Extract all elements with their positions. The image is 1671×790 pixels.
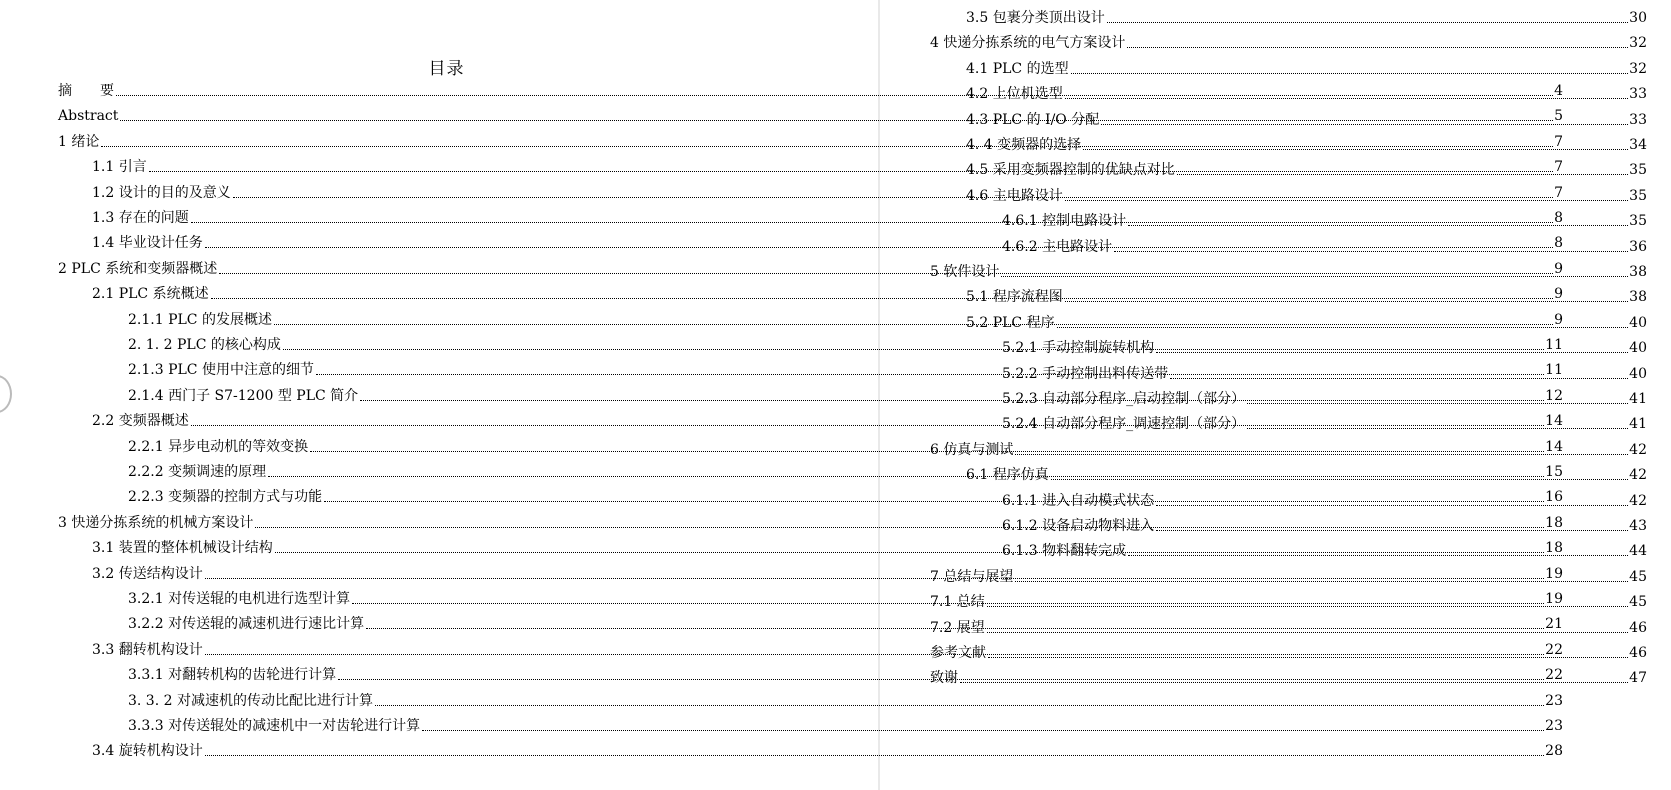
toc-entry-page-number: 8 <box>1554 235 1563 252</box>
toc-entry-label: 5.2.2 手动控制出料传送带 <box>1002 365 1169 382</box>
toc-entry-page-number: 45 <box>1629 568 1647 585</box>
toc-entry-label: 3.1 装置的整体机械设计结构 <box>92 540 273 557</box>
toc-entry[interactable] <box>128 709 1563 735</box>
toc-entry[interactable] <box>930 611 1647 637</box>
toc-entry-page-number: 4 <box>1554 83 1563 99</box>
toc-leader-dots <box>1101 124 1628 125</box>
toc-entry[interactable] <box>930 560 1647 586</box>
toc-entry-label: 2.1.3 PLC 使用中注意的细节 <box>128 362 314 379</box>
toc-leader-dots <box>422 730 1544 731</box>
toc-entry-page-number: 14 <box>1545 438 1563 455</box>
toc-entry-label: 5.2.1 手动控制旋转机构 <box>1002 340 1155 357</box>
toc-entry-label: 2.1 PLC 系统概述 <box>92 286 209 303</box>
toc-entry-label: 4.6.2 主电路设计 <box>1002 238 1113 255</box>
toc-entry[interactable] <box>1002 509 1647 535</box>
toc-entry-label: 6.1 程序仿真 <box>966 467 1049 484</box>
toc-leader-dots <box>1065 200 1628 201</box>
toc-entry[interactable] <box>930 433 1647 459</box>
toc-leader-dots <box>375 705 1544 706</box>
toc-entry[interactable] <box>930 661 1647 687</box>
toc-entry-label: 2. 1. 2 PLC 的核心构成 <box>128 337 281 353</box>
toc-entry[interactable] <box>966 52 1647 78</box>
toc-entry-page-number: 42 <box>1629 467 1647 484</box>
toc-entry[interactable] <box>966 77 1647 103</box>
toc-leader-dots <box>1107 22 1628 23</box>
toc-entry-page-number: 23 <box>1545 718 1563 734</box>
toc-entry-label: 4.5 采用变频器控制的优缺点对比 <box>966 162 1175 179</box>
toc-entry-label: 6.1.2 设备启动物料进入 <box>1002 518 1155 534</box>
toc-leader-dots <box>1051 479 1628 480</box>
toc-entry-label: 6 仿真与测试 <box>930 441 1014 458</box>
toc-entry-page-number: 15 <box>1545 464 1563 480</box>
toc-entry-label: 3. 3. 2 对减速机的传动比配比进行计算 <box>128 692 373 709</box>
toc-entry-page-number: 22 <box>1545 641 1563 658</box>
toc-entry-page-number: 41 <box>1629 391 1647 407</box>
toc-entry[interactable] <box>128 684 1563 710</box>
toc-entry[interactable] <box>1002 407 1647 433</box>
toc-entry-page-number: 45 <box>1629 594 1647 611</box>
toc-entry-page-number: 32 <box>1629 35 1647 52</box>
toc-entry-page-number: 18 <box>1545 540 1563 557</box>
toc-entry-label: 5 软件设计 <box>930 264 1000 280</box>
toc-entry-label: 3.2 传送结构设计 <box>92 565 203 582</box>
toc-leader-dots <box>205 755 1544 756</box>
toc-entry-page-number: 9 <box>1554 286 1563 303</box>
toc-leader-dots <box>1247 403 1628 404</box>
toc-entry-page-number: 21 <box>1545 616 1563 633</box>
toc-entry[interactable] <box>930 26 1647 52</box>
toc-entry-label: 4.1 PLC 的选型 <box>966 60 1069 77</box>
toc-entry-page-number: 12 <box>1545 387 1563 404</box>
toc-entry[interactable] <box>1002 382 1647 408</box>
toc-entry-label: 2.2.2 变频调速的原理 <box>128 464 267 480</box>
toc-entry-page-number: 40 <box>1629 340 1647 357</box>
toc-leader-dots <box>1001 276 1628 277</box>
toc-entry[interactable] <box>92 734 1563 760</box>
toc-entry-label: 3.3 翻转机构设计 <box>92 641 203 658</box>
toc-entry-label: 4.3 PLC 的 I/O 分配 <box>966 111 1100 128</box>
toc-entry[interactable] <box>966 280 1647 306</box>
toc-entry[interactable] <box>966 128 1647 154</box>
toc-entry-label: 2.2.3 变频器的控制方式与功能 <box>128 489 323 506</box>
toc-entry-page-number: 18 <box>1545 514 1563 531</box>
toc-entry-label: 4.2 上位机选型 <box>966 86 1063 103</box>
toc-entry-page-number: 8 <box>1554 210 1563 226</box>
toc-leader-dots <box>1015 581 1628 582</box>
toc-entry-page-number: 9 <box>1554 311 1563 328</box>
toc-leader-dots <box>988 657 1628 658</box>
toc-entry-label: 3.5 包裹分类顶出设计 <box>966 10 1105 26</box>
toc-entry[interactable] <box>1002 230 1647 256</box>
toc-entry[interactable] <box>1002 534 1647 560</box>
toc-entry-page-number: 43 <box>1629 518 1647 534</box>
toc-leader-dots <box>1156 352 1628 353</box>
toc-entry-page-number: 36 <box>1629 238 1647 255</box>
toc-leader-dots <box>1127 47 1628 48</box>
toc-entry[interactable] <box>1002 357 1647 383</box>
toc-entry-page-number: 33 <box>1629 111 1647 128</box>
toc-entry-label: 7 总结与展望 <box>930 568 1014 585</box>
toc-entry-label: 4 快递分拣系统的电气方案设计 <box>930 35 1126 52</box>
toc-leader-dots <box>987 632 1628 633</box>
toc-entry-page-number: 33 <box>1629 86 1647 103</box>
toc-entry-page-number: 44 <box>1629 543 1647 560</box>
toc-entry-page-number: 35 <box>1629 213 1647 230</box>
toc-entry[interactable] <box>1002 484 1647 510</box>
toc-entry-page-number: 35 <box>1629 187 1647 204</box>
toc-entry-label: 2.2 变频器概述 <box>92 413 189 430</box>
toc-entry-label: 5.2.3 自动部分程序_启动控制（部分） <box>1002 391 1246 407</box>
toc-entry-label: 7.2 展望 <box>930 619 985 636</box>
toc-entry-label: Abstract <box>58 108 119 125</box>
toc-leader-dots <box>1177 174 1628 175</box>
toc-entry-label: 3.2.2 对传送辊的减速机进行速比计算 <box>128 616 365 633</box>
toc-entry[interactable] <box>966 179 1647 205</box>
toc-entry-page-number: 22 <box>1545 667 1563 684</box>
toc-entry-page-number: 30 <box>1629 10 1647 26</box>
toc-entry-label: 参考文献 <box>930 645 986 661</box>
toc-entry[interactable] <box>1002 331 1647 357</box>
toc-entry-page-number: 11 <box>1545 362 1563 379</box>
toc-entry-label: 2.2.1 异步电动机的等效变换 <box>128 438 309 455</box>
toc-title: 目录 <box>428 59 465 79</box>
toc-entry-label: 6.1.1 进入自动模式状态 <box>1002 492 1155 509</box>
toc-entry-label: 4.6 主电路设计 <box>966 187 1063 204</box>
toc-entry-label: 1.1 引言 <box>92 159 147 176</box>
toc-entry-label: 3.3.3 对传送辊处的减速机中一对齿轮进行计算 <box>128 718 421 734</box>
toc-entry-label: 摘 要 <box>58 83 114 99</box>
toc-entry-page-number: 5 <box>1554 108 1563 125</box>
toc-entry-page-number: 28 <box>1545 743 1563 760</box>
toc-entry-label: 3.2.1 对传送辊的电机进行选型计算 <box>128 591 351 607</box>
toc-entry[interactable] <box>966 458 1647 484</box>
toc-entry-label: 致谢 <box>930 670 958 687</box>
toc-entry-page-number: 34 <box>1629 137 1647 153</box>
toc-entry-label: 3.3.1 对翻转机构的齿轮进行计算 <box>128 667 337 684</box>
toc-entry-label: 2.1.1 PLC 的发展概述 <box>128 311 272 328</box>
toc-entry-label: 3.4 旋转机构设计 <box>92 743 203 760</box>
toc-entry-label: 1 绪论 <box>58 133 100 150</box>
toc-entry-page-number: 9 <box>1554 260 1563 277</box>
toc-entry-label: 4. 4 变频器的选择 <box>966 137 1082 153</box>
toc-entry-page-number: 11 <box>1545 337 1563 353</box>
toc-leader-dots <box>1065 301 1628 302</box>
toc-entry-label: 5.1 程序流程图 <box>966 289 1063 306</box>
toc-leader-dots <box>987 606 1628 607</box>
toc-entry-page-number: 38 <box>1629 289 1647 306</box>
toc-entry-page-number: 7 <box>1554 184 1563 201</box>
toc-entry-page-number: 7 <box>1554 159 1563 176</box>
toc-entry[interactable] <box>966 306 1647 332</box>
toc-entry-label: 1.4 毕业设计任务 <box>92 235 203 252</box>
toc-entry-page-number: 42 <box>1629 492 1647 509</box>
toc-leader-dots <box>1114 251 1628 252</box>
toc-entry[interactable] <box>966 103 1647 129</box>
toc-leader-dots <box>1015 454 1628 455</box>
toc-leader-dots <box>1170 378 1628 379</box>
toc-leader-dots <box>1128 555 1628 556</box>
toc-entry-label: 4.6.1 控制电路设计 <box>1002 213 1127 230</box>
toc-entry-page-number: 19 <box>1545 565 1563 582</box>
toc-entry-page-number: 40 <box>1629 314 1647 331</box>
toc-leader-dots <box>1057 327 1629 328</box>
toc-leader-dots <box>1065 98 1628 99</box>
toc-entry-page-number: 19 <box>1545 591 1563 607</box>
toc-leader-dots <box>1128 225 1628 226</box>
toc-leader-dots <box>960 682 1628 683</box>
toc-entry-page-number: 40 <box>1629 365 1647 382</box>
toc-entry-page-number: 35 <box>1629 162 1647 179</box>
toc-entry-label: 3 快递分拣系统的机械方案设计 <box>58 514 254 531</box>
toc-entry-page-number: 38 <box>1629 264 1647 280</box>
toc-leader-dots <box>1083 149 1628 150</box>
toc-leader-dots <box>1156 505 1628 506</box>
toc-entry-page-number: 41 <box>1629 416 1647 433</box>
toc-entry-page-number: 23 <box>1545 692 1563 709</box>
toc-leader-dots <box>1247 428 1628 429</box>
toc-leader-dots <box>1071 73 1629 74</box>
toc-entry-page-number: 42 <box>1629 441 1647 458</box>
toc-entry[interactable] <box>930 255 1647 281</box>
toc-entry-page-number: 32 <box>1629 60 1647 77</box>
toc-entry[interactable] <box>930 636 1647 662</box>
toc-entry[interactable] <box>1002 204 1647 230</box>
toc-entry-page-number: 14 <box>1545 413 1563 430</box>
toc-entry-page-number: 16 <box>1545 489 1563 506</box>
toc-entry-label: 5.2.4 自动部分程序_调速控制（部分） <box>1002 416 1246 433</box>
toc-entry-label: 7.1 总结 <box>930 594 985 611</box>
toc-entry-label: 5.2 PLC 程序 <box>966 314 1055 331</box>
toc-entry-label: 6.1.3 物料翻转完成 <box>1002 543 1127 560</box>
toc-leader-dots <box>1156 530 1628 531</box>
toc-entry-label: 1.2 设计的目的及意义 <box>92 184 231 201</box>
toc-entry-page-number: 47 <box>1629 670 1647 687</box>
toc-entry-label: 2.1.4 西门子 S7-1200 型 PLC 简介 <box>128 387 359 404</box>
toc-entry[interactable] <box>930 585 1647 611</box>
toc-entry[interactable] <box>966 153 1647 179</box>
toc-entry-page-number: 46 <box>1629 645 1647 661</box>
toc-entry[interactable] <box>966 1 1647 27</box>
toc-entry-page-number: 7 <box>1554 133 1563 150</box>
toc-entry-label: 2 PLC 系统和变频器概述 <box>58 260 218 277</box>
toc-entry-label: 1.3 存在的问题 <box>92 210 189 226</box>
toc-entry-page-number: 46 <box>1629 619 1647 636</box>
